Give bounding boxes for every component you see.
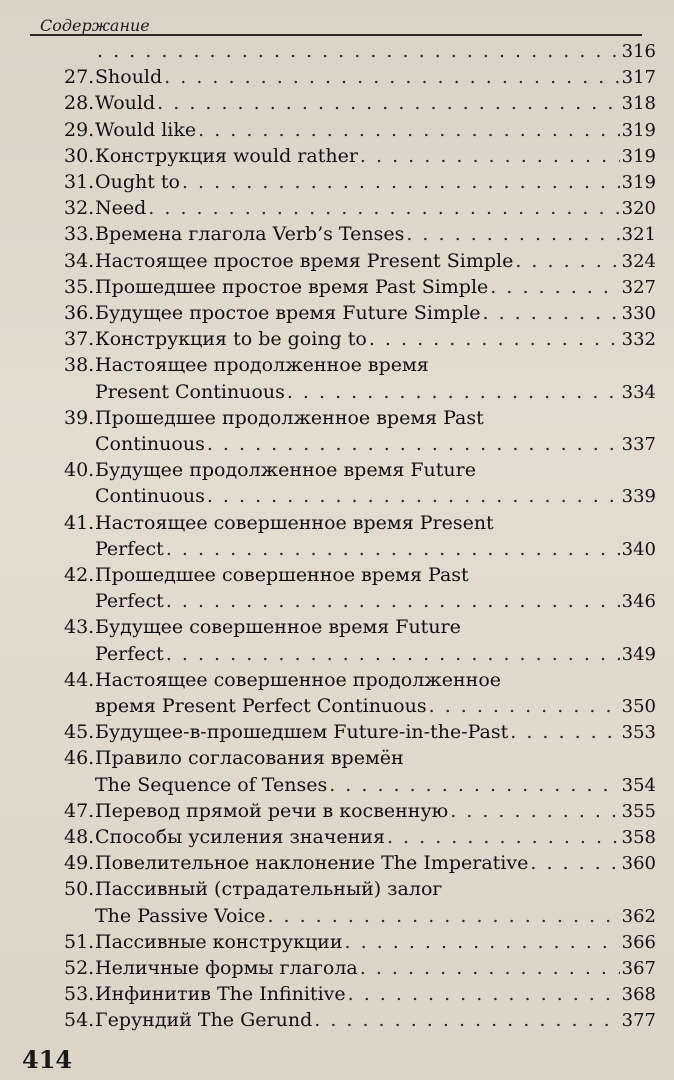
toc-entry bbox=[64, 931, 656, 957]
entry-number: 45. bbox=[64, 721, 95, 744]
entry-title-continuation: время Present Perfect Continuous bbox=[95, 695, 427, 717]
dot-leader bbox=[164, 66, 619, 88]
toc-entry-continuation bbox=[95, 433, 656, 459]
entry-title: Повелительное наклонение The Imperative bbox=[95, 852, 529, 875]
entry-page: 320 bbox=[621, 198, 656, 220]
dot-leader bbox=[207, 485, 620, 507]
entry-page: 367 bbox=[621, 958, 656, 979]
entry-page: 355 bbox=[621, 800, 656, 822]
running-header: Содержание bbox=[40, 16, 150, 35]
entry-title: Would like bbox=[95, 118, 197, 141]
header-rule bbox=[30, 34, 642, 36]
entry-title: Будущее совершенное время Future bbox=[95, 616, 461, 639]
dot-leader bbox=[157, 92, 619, 114]
entry-number: 51. bbox=[64, 930, 95, 953]
entry-number: 49. bbox=[64, 852, 95, 875]
toc-entry-continuation bbox=[95, 485, 656, 511]
entry-title-continuation: Perfect bbox=[95, 642, 164, 665]
entry-page: 377 bbox=[621, 1010, 656, 1032]
dot-leader bbox=[345, 931, 620, 953]
entry-title: Неличные формы глагола bbox=[95, 957, 358, 979]
dot-leader bbox=[198, 119, 620, 141]
dot-leader bbox=[429, 695, 620, 717]
entry-title: Будущее простое время Future Simple bbox=[95, 302, 481, 324]
dot-leader bbox=[360, 145, 620, 167]
toc-entry-continuation bbox=[95, 590, 656, 616]
toc-entry bbox=[64, 276, 656, 302]
entry-page: 340 bbox=[621, 538, 656, 560]
entry-page: 349 bbox=[621, 643, 656, 665]
entry-number: 34. bbox=[64, 249, 95, 272]
entry-page: 330 bbox=[621, 303, 656, 324]
toc-entry bbox=[64, 250, 656, 276]
dot-leader bbox=[530, 852, 619, 874]
entry-page: 319 bbox=[621, 145, 656, 167]
entry-number: 32. bbox=[64, 197, 95, 220]
entry-number: 31. bbox=[64, 171, 95, 193]
entry-title: Конструкция would rather bbox=[95, 144, 358, 167]
entry-number: 41. bbox=[64, 511, 95, 534]
entry-title: Should bbox=[95, 66, 163, 89]
entry-page: 321 bbox=[621, 224, 656, 246]
entry-title-continuation: Present Continuous bbox=[95, 380, 285, 403]
dot-leader bbox=[314, 1009, 619, 1031]
dot-leader bbox=[406, 223, 619, 245]
entry-number: 53. bbox=[64, 983, 95, 1006]
entry-title: Перевод прямой речи в косвенную bbox=[95, 799, 449, 822]
entry-number: 42. bbox=[64, 564, 95, 586]
dot-leader bbox=[387, 826, 620, 848]
entry-title-continuation: Perfect bbox=[95, 537, 164, 560]
toc-entry bbox=[64, 564, 656, 590]
dot-leader bbox=[360, 957, 620, 979]
entry-title-continuation: Perfect bbox=[95, 590, 164, 613]
dot-leader bbox=[348, 983, 620, 1005]
toc-entry bbox=[64, 878, 656, 904]
entry-number: 40. bbox=[64, 459, 95, 482]
toc-entry-continuation bbox=[95, 774, 656, 800]
entry-number: 52. bbox=[64, 957, 95, 979]
entry-page: 337 bbox=[621, 434, 656, 455]
entry-title-continuation: The Passive Voice bbox=[95, 904, 266, 927]
entry-title: Need bbox=[95, 197, 147, 220]
toc-entry bbox=[64, 800, 656, 826]
toc-entry-continuation bbox=[95, 643, 656, 669]
toc-entry bbox=[64, 119, 656, 145]
entry-title: Ought to bbox=[95, 171, 180, 193]
entry-number: 48. bbox=[64, 826, 95, 848]
dot-leader bbox=[97, 40, 620, 62]
entry-number: 33. bbox=[64, 223, 95, 246]
entry-number: 46. bbox=[64, 747, 95, 770]
entry-page: 358 bbox=[621, 827, 656, 848]
toc-entry bbox=[64, 328, 656, 354]
toc-entry-continuation bbox=[95, 538, 656, 564]
entry-title: Пассивный (страдательный) залог bbox=[95, 878, 443, 901]
dot-leader bbox=[369, 328, 620, 350]
dot-leader bbox=[166, 643, 620, 665]
dot-leader bbox=[510, 721, 619, 743]
dot-leader bbox=[207, 433, 620, 455]
toc-entry bbox=[64, 983, 656, 1009]
entry-page: 324 bbox=[621, 250, 656, 272]
entry-number: 43. bbox=[64, 616, 95, 639]
toc-entry bbox=[64, 40, 656, 66]
toc-entry bbox=[64, 852, 656, 878]
entry-title: Would bbox=[95, 92, 156, 115]
entry-number: 35. bbox=[64, 275, 95, 298]
entry-page: 353 bbox=[621, 722, 656, 744]
dot-leader bbox=[483, 302, 620, 324]
entry-page: 350 bbox=[621, 696, 656, 717]
toc-entry-continuation bbox=[95, 381, 656, 407]
toc-entry bbox=[64, 826, 656, 852]
entry-title: Способы усиления значения bbox=[95, 826, 385, 848]
entry-page: 332 bbox=[621, 329, 656, 351]
entry-title: Будущее-в-прошедшем Future-in-the-Past bbox=[95, 721, 509, 744]
entry-title: Настоящее продолженное время bbox=[95, 354, 429, 377]
dot-leader bbox=[166, 538, 620, 560]
entry-title: Прошедшее совершенное время Past bbox=[95, 564, 469, 586]
entry-page: 346 bbox=[621, 591, 656, 613]
entry-number: 28. bbox=[64, 92, 95, 115]
entry-page: 368 bbox=[621, 984, 656, 1006]
entry-title: Конструкция to be going to bbox=[95, 328, 367, 351]
dot-leader bbox=[166, 590, 620, 612]
entry-number: 50. bbox=[64, 878, 95, 901]
entry-page: 327 bbox=[621, 276, 656, 298]
toc-entry-continuation bbox=[95, 905, 656, 931]
toc-entry bbox=[64, 92, 656, 118]
dot-leader bbox=[450, 800, 619, 822]
entry-number: 29. bbox=[64, 118, 95, 141]
entry-page: 319 bbox=[621, 119, 656, 141]
entry-number: 47. bbox=[64, 799, 95, 822]
dot-leader bbox=[182, 171, 620, 193]
toc-entry bbox=[64, 223, 656, 249]
entry-title: Настоящее совершенное время Present bbox=[95, 511, 494, 534]
toc-entry bbox=[64, 407, 656, 433]
toc-entry bbox=[64, 302, 656, 328]
toc-entry bbox=[64, 66, 656, 92]
entry-number: 44. bbox=[64, 668, 95, 691]
entry-page: 317 bbox=[621, 67, 656, 89]
toc-entry bbox=[64, 747, 656, 773]
toc-entry-continuation bbox=[95, 695, 656, 721]
entry-title-continuation: Continuous bbox=[95, 485, 205, 508]
entry-title: Времена глагола Verb’s Tenses bbox=[95, 223, 405, 246]
entry-title: Пассивные конструкции bbox=[95, 930, 343, 953]
dot-leader bbox=[329, 774, 619, 796]
toc-entry bbox=[64, 512, 656, 538]
entry-number: 27. bbox=[64, 66, 95, 89]
entry-title: Настоящее простое время Present Simple bbox=[95, 249, 514, 272]
entry-title: Герундий The Gerund bbox=[95, 1009, 313, 1032]
toc-entry bbox=[64, 145, 656, 171]
dot-leader bbox=[515, 250, 619, 272]
toc-entry bbox=[64, 669, 656, 695]
entry-number: 38. bbox=[64, 354, 95, 377]
entry-number: 30. bbox=[64, 144, 95, 167]
toc-entry bbox=[64, 171, 656, 197]
entry-page: 366 bbox=[621, 931, 656, 953]
entry-page: 354 bbox=[621, 774, 656, 796]
entry-title: Инфинитив The Infinitive bbox=[95, 983, 346, 1006]
entry-title: Настоящее совершенное продолженное bbox=[95, 668, 502, 691]
toc-entry bbox=[64, 459, 656, 485]
toc-entry bbox=[64, 197, 656, 223]
entry-number: 54. bbox=[64, 1009, 95, 1032]
entry-page: 318 bbox=[621, 93, 656, 115]
toc-entry bbox=[64, 1009, 656, 1035]
entry-page: 319 bbox=[621, 172, 656, 193]
entry-page: 362 bbox=[621, 905, 656, 927]
toc-entry bbox=[64, 721, 656, 747]
entry-page: 339 bbox=[621, 486, 656, 508]
entry-number: 39. bbox=[64, 406, 95, 429]
page-number: 414 bbox=[22, 1045, 73, 1074]
entry-number: 37. bbox=[64, 328, 95, 351]
entry-page: 360 bbox=[621, 853, 656, 875]
toc-entry bbox=[64, 354, 656, 380]
dot-leader bbox=[490, 276, 619, 298]
entry-page: 316 bbox=[621, 41, 656, 62]
dot-leader bbox=[148, 197, 619, 219]
dot-leader bbox=[267, 905, 619, 927]
entry-page: 334 bbox=[621, 381, 656, 403]
toc-entry bbox=[64, 616, 656, 642]
entry-title-continuation: The Sequence of Tenses bbox=[95, 773, 328, 796]
entry-title: Прошедшее простое время Past Simple bbox=[95, 275, 489, 298]
entry-title: Прошедшее продолженное время Past bbox=[95, 406, 484, 429]
dot-leader bbox=[287, 381, 620, 403]
entry-title: Будущее продолженное время Future bbox=[95, 459, 476, 482]
entry-title-continuation: Continuous bbox=[95, 433, 205, 455]
entry-number: 36. bbox=[64, 302, 95, 324]
entry-title: Правило согласования времён bbox=[95, 747, 404, 770]
toc-entry bbox=[64, 957, 656, 983]
